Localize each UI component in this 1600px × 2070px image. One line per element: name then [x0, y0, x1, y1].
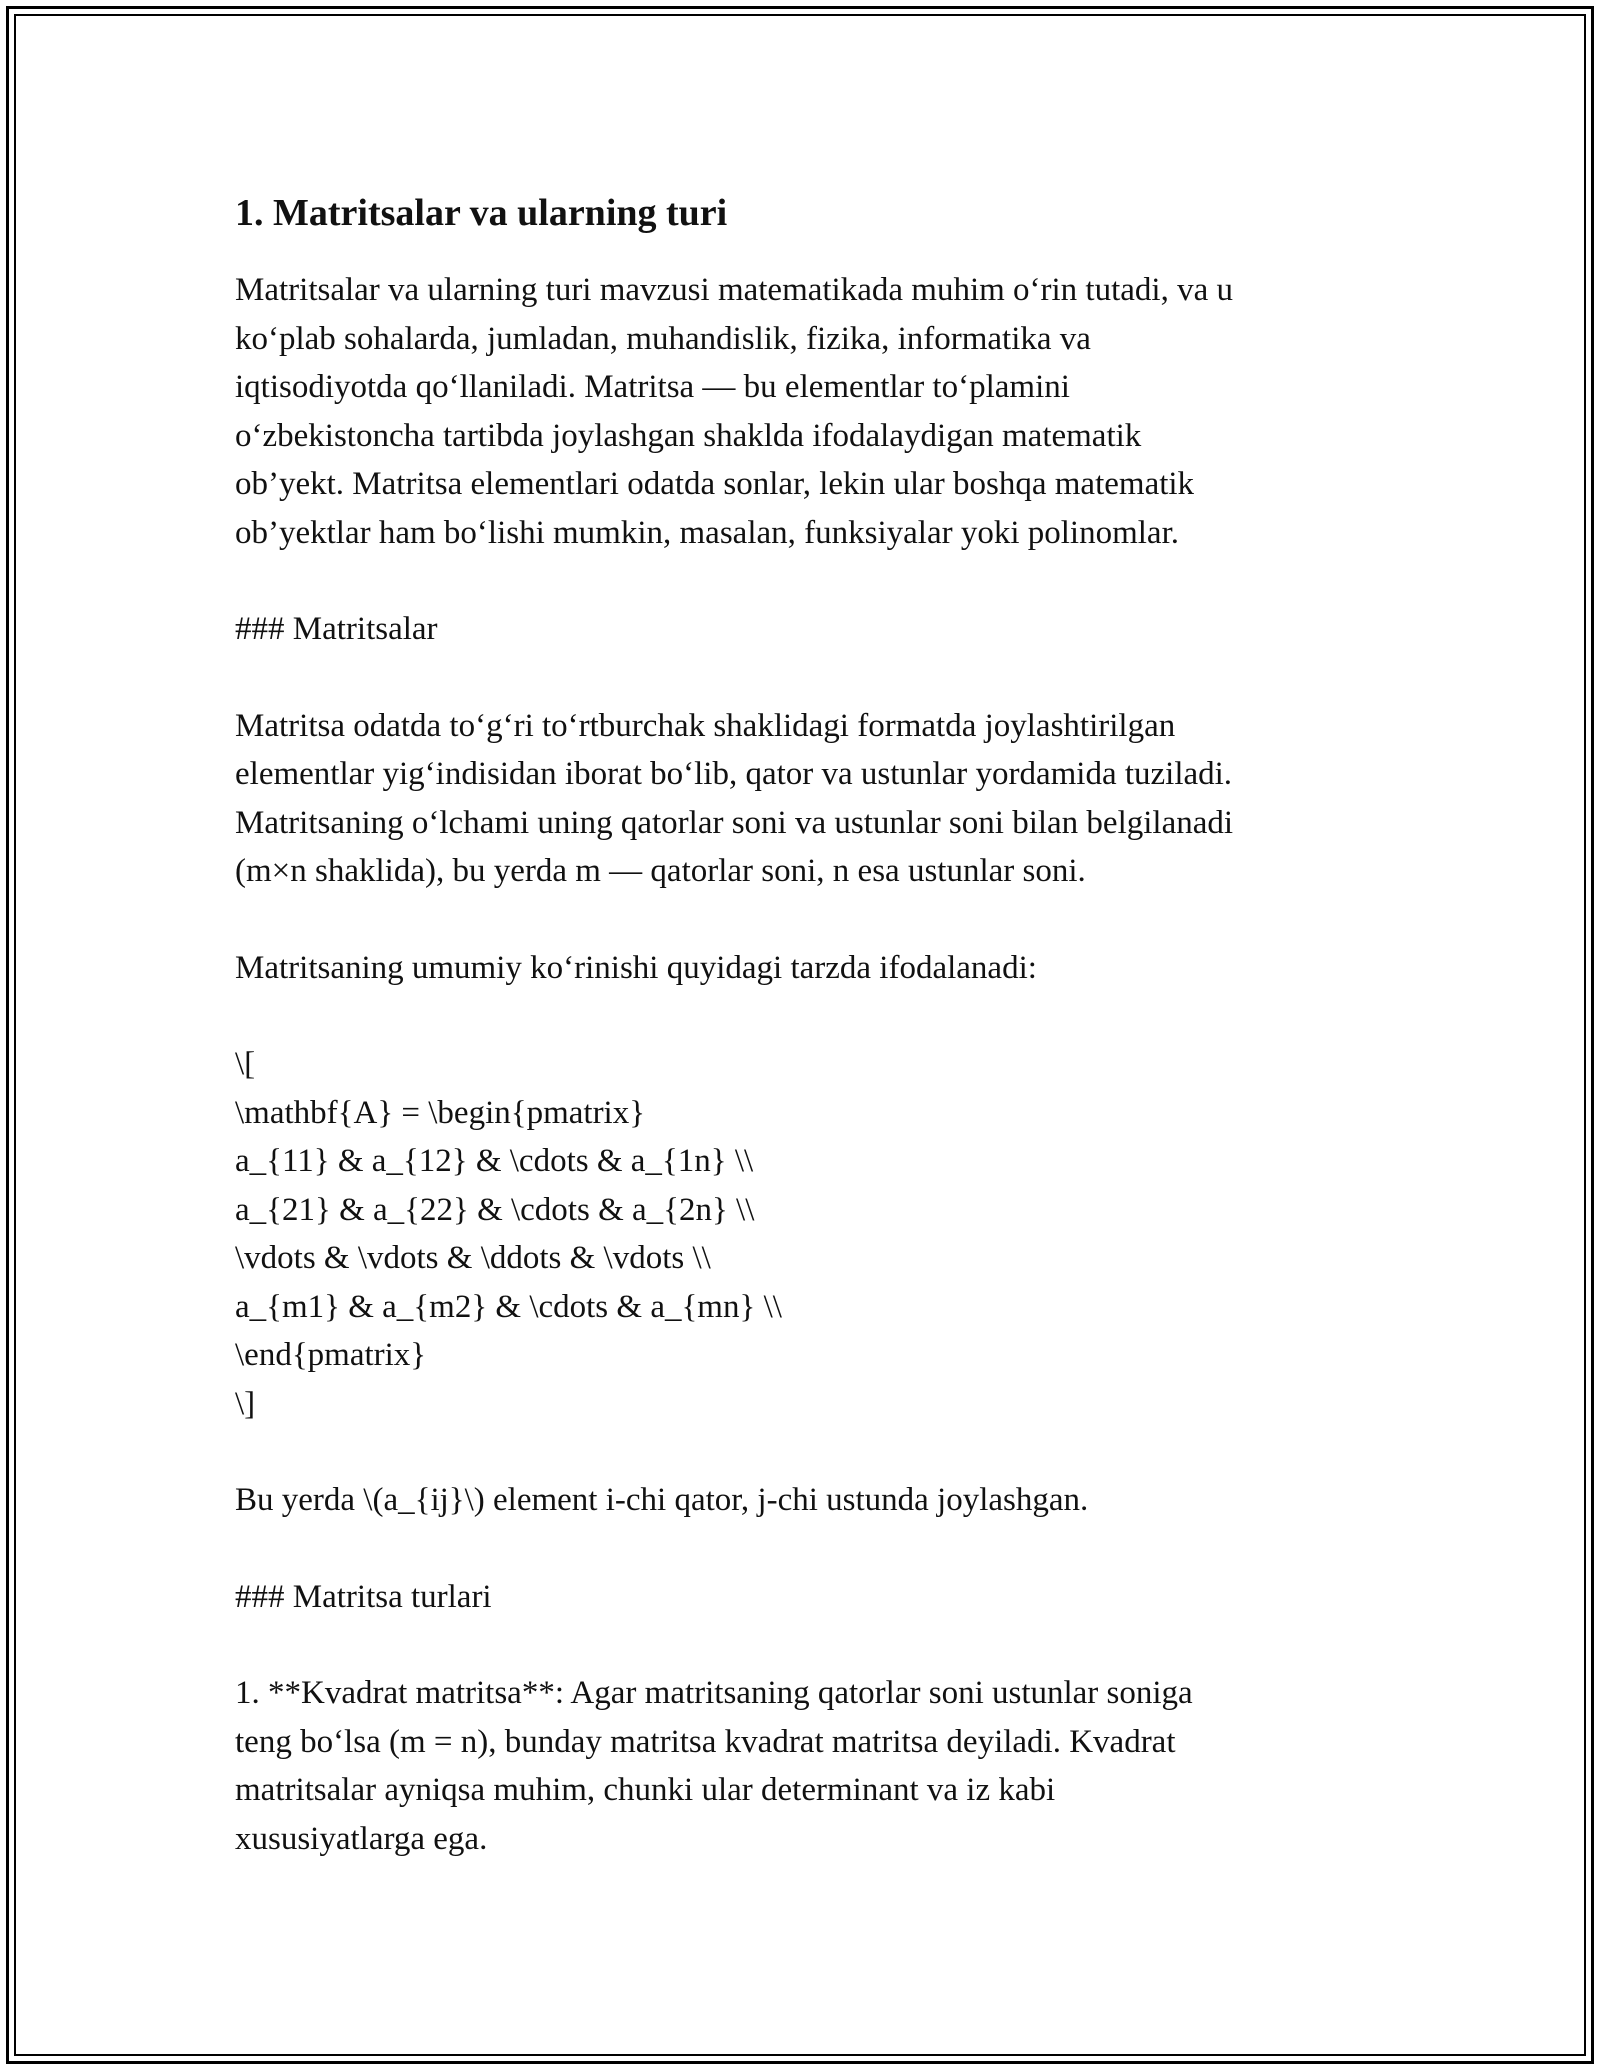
- square-matrix-line: teng bo‘lsa (m = n), bunday matritsa kvadrat matritsa deyiladi. Kvadrat: [235, 1723, 1176, 1760]
- section-heading-text: ### Matritsa turlari: [235, 1578, 492, 1615]
- element-note-paragraph: [235, 1476, 1355, 1525]
- latex-matrix-block: [235, 1040, 1355, 1428]
- section-heading-text: ### Matritsalar: [235, 611, 438, 647]
- latex-line: \end{pmatrix}: [235, 1337, 427, 1373]
- latex-line: \mathbf{A} = \begin{pmatrix}: [235, 1094, 646, 1131]
- intro-line: o‘zbekistoncha tartibda joylashgan shaklda ifodalaydigan matematik: [235, 417, 1142, 454]
- section-heading-matritsalar: [235, 605, 1355, 654]
- element-note-text: Bu yerda \(a_{ij}\) element i-chi qator, j-chi ustunda joylashgan.: [235, 1482, 1089, 1518]
- definition-line: elementlar yig‘indisidan iborat bo‘lib, qator va ustunlar yordamida tuziladi.: [235, 756, 1233, 792]
- intro-line: iqtisodiyotda qo‘llaniladi. Matritsa — bu elementlar to‘plamini: [235, 369, 1070, 405]
- intro-line: ob’yekt. Matritsa elementlari odatda sonlar, lekin ular boshqa matematik: [235, 466, 1195, 502]
- general-form-paragraph: [235, 944, 1355, 993]
- definition-line: Matritsaning o‘lchami uning qatorlar soni va ustunlar soni bilan belgilanadi: [235, 804, 1234, 841]
- square-matrix-line: xususiyatlarga ega.: [235, 1820, 488, 1857]
- latex-line: a_{m1} & a_{m2} & \cdots & a_{mn} \\: [235, 1288, 782, 1325]
- latex-line: \[: [235, 1046, 256, 1082]
- square-matrix-paragraph: [235, 1669, 1355, 1863]
- latex-line: a_{21} & a_{22} & \cdots & a_{2n} \\: [235, 1191, 755, 1228]
- latex-line: \vdots & \vdots & \ddots & \vdots \\: [235, 1240, 711, 1276]
- intro-paragraph: [235, 266, 1355, 557]
- general-form-text: Matritsaning umumiy ko‘rinishi quyidagi tarzda ifodalanadi:: [235, 949, 1037, 986]
- document-title: 1. Matritsalar va ularning turi: [235, 192, 728, 234]
- intro-line: Matritsalar va ularning turi mavzusi matematikada muhim o‘rin tutadi, va u: [235, 272, 1233, 308]
- square-matrix-line: 1. **Kvadrat matritsa**: Agar matritsaning qatorlar soni ustunlar soniga: [235, 1675, 1193, 1711]
- definition-paragraph: [235, 702, 1355, 896]
- definition-line: Matritsa odatda to‘g‘ri to‘rtburchak shaklidagi formatda joylashtirilgan: [235, 707, 1176, 744]
- intro-line: ko‘plab sohalarda, jumladan, muhandislik, fizika, informatika va: [235, 320, 1091, 357]
- latex-line: a_{11} & a_{12} & \cdots & a_{1n} \\: [235, 1143, 754, 1179]
- intro-line: ob’yektlar ham bo‘lishi mumkin, masalan, funksiyalar yoki polinomlar.: [235, 514, 1179, 551]
- section-heading-turlari: [235, 1573, 1355, 1622]
- latex-line: \]: [235, 1385, 256, 1422]
- definition-line: (m×n shaklida), bu yerda m — qatorlar soni, n esa ustunlar soni.: [235, 853, 1086, 889]
- document-body: [235, 188, 1355, 1911]
- square-matrix-line: matritsalar ayniqsa muhim, chunki ular determinant va iz kabi: [235, 1772, 1056, 1808]
